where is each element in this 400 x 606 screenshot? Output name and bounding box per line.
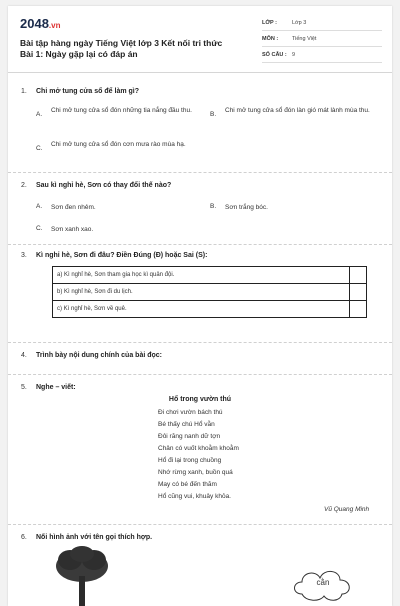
question-text: Chi mở tung cửa sổ để làm gì? <box>36 88 140 95</box>
info-value: 9 <box>292 52 296 58</box>
poem-line: Đi chơi vườn bách thú <box>158 409 223 416</box>
option-letter: A. <box>36 111 43 118</box>
question-number: 2. <box>21 182 27 189</box>
true-false-table <box>52 266 367 318</box>
section-divider <box>8 374 392 375</box>
tree-illustration[interactable] <box>52 546 112 606</box>
site-logo[interactable] <box>20 16 60 31</box>
poem-line: Hổ cũng vui, khuây khỏa. <box>158 493 231 500</box>
poem-line: Bé thấy chú Hổ vằn <box>158 421 215 428</box>
option-text: Sơn đen nhẻm. <box>51 204 96 211</box>
statement-cell: b) Kì nghỉ hè, Sơn đi du lịch. <box>53 284 350 301</box>
poem-line: Đôi răng nanh dữ tợn <box>158 433 221 440</box>
poem-author: Vũ Quang Minh <box>324 506 370 513</box>
question-text: Sau kì nghỉ hè, Sơn có thay đổi thế nào? <box>36 182 172 189</box>
info-value: Tiếng Việt <box>292 36 317 42</box>
info-grade <box>262 18 382 31</box>
option-letter: B. <box>210 203 217 210</box>
option-text: Chi mở tung cửa sổ đón những tia nắng đầu thu. <box>51 107 192 114</box>
info-question-count <box>262 50 382 63</box>
table-row <box>53 301 367 318</box>
question-text: Nối hình ảnh với tên gọi thích hợp. <box>36 534 153 541</box>
option-letter: C. <box>36 145 43 152</box>
table-row <box>53 267 367 284</box>
statement-cell: c) Kì nghỉ hè, Sơn về quê. <box>53 301 350 318</box>
section-divider <box>8 524 392 525</box>
option-text: Chi mở tung cửa sổ đón cơn mưa rào mùa hạ. <box>51 141 186 148</box>
table-row <box>53 284 367 301</box>
answer-cell[interactable] <box>350 284 367 301</box>
worksheet-page <box>8 6 392 606</box>
poem-line: May có bé đến thăm <box>158 481 217 488</box>
question-number: 6. <box>21 534 27 541</box>
info-key: SỐ CÂU : <box>262 52 287 58</box>
question-number: 4. <box>21 352 27 359</box>
answer-cell[interactable] <box>350 301 367 318</box>
option-text: Sơn trắng bóc. <box>225 204 268 211</box>
option-text: Chi mở tung cửa sổ đón làn gió mát lành mùa thu. <box>225 107 370 114</box>
poem-title: Hổ trong vườn thú <box>168 396 232 403</box>
page-title: Bài tập hàng ngày Tiếng Việt lớp 3 Kết nối tri thức Bài 1: Ngày gặp lại có đáp án <box>20 38 223 59</box>
info-value: Lớp 3 <box>292 20 307 26</box>
question-text: Trình bày nội dung chính của bài đọc: <box>36 352 163 359</box>
question-text: Kì nghỉ hè, Sơn đi đâu? Điền Đúng (Đ) hoặc Sai (S): <box>36 252 208 259</box>
cloud-label-text: cằn <box>316 578 330 587</box>
info-subject <box>262 34 382 47</box>
option-letter: A. <box>36 203 43 210</box>
option-text: Sơn xanh xao. <box>51 226 94 233</box>
info-key: MÔN : <box>262 36 279 42</box>
option-letter: B. <box>210 111 217 118</box>
question-text: Nghe – viết: <box>36 384 76 391</box>
header-divider <box>8 72 392 73</box>
poem-line: Nhớ rừng xanh, buồn quá <box>158 469 233 476</box>
question-number: 5. <box>21 384 27 391</box>
logo-main: 2048 <box>20 16 49 31</box>
worksheet-header <box>20 16 382 66</box>
poem-line: Chân có vuốt khoằm khoằm <box>158 445 239 452</box>
statement-cell: a) Kì nghỉ hè, Sơn tham gia học kì quân đội. <box>53 267 350 284</box>
poem-line: Hổ đi lại trong chuồng <box>158 457 222 464</box>
question-number: 3. <box>21 252 27 259</box>
answer-cell[interactable] <box>350 267 367 284</box>
section-divider <box>8 342 392 343</box>
section-divider <box>8 244 392 245</box>
section-divider <box>8 172 392 173</box>
question-number: 1. <box>21 88 27 95</box>
info-key: LỚP : <box>262 20 277 26</box>
option-letter: C. <box>36 225 43 232</box>
logo-suffix: .vn <box>48 21 61 30</box>
